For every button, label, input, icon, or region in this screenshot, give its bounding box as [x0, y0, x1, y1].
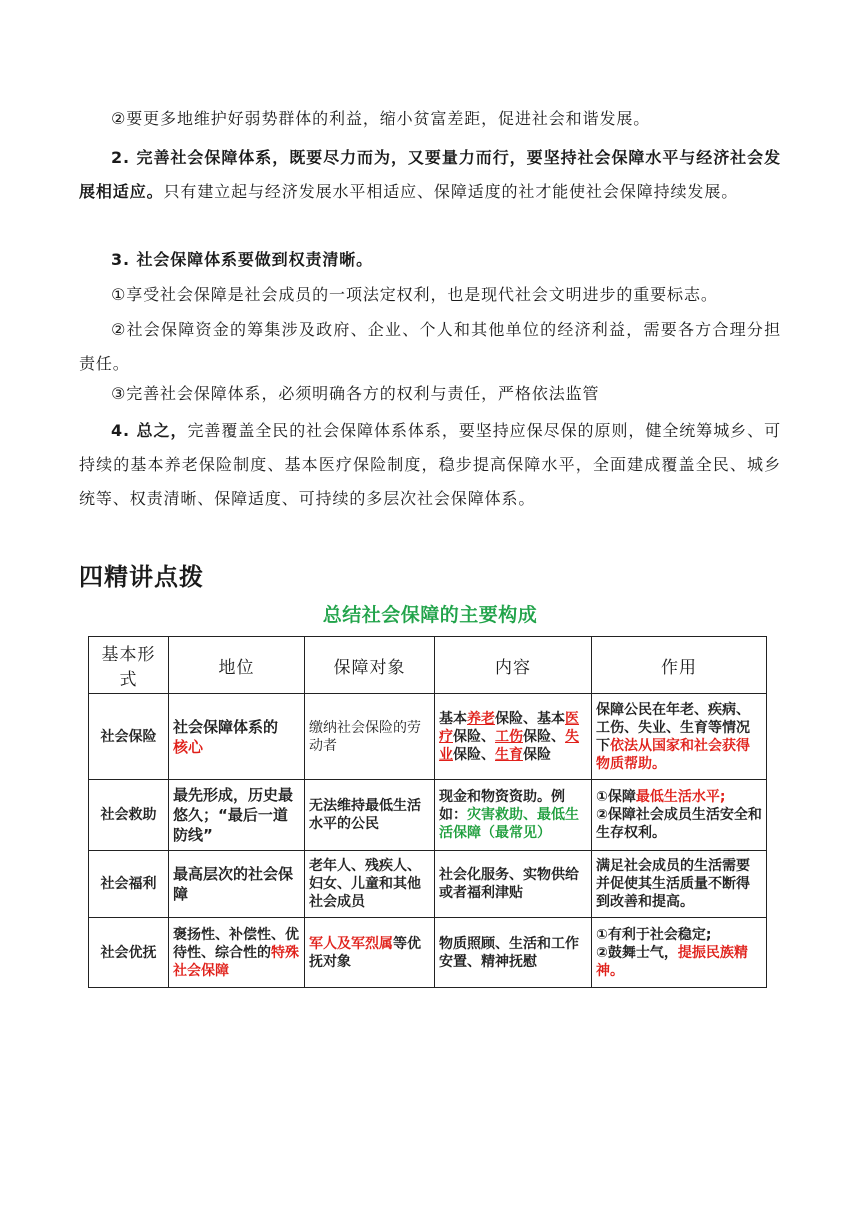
effect-cell	[592, 780, 767, 851]
content-text: 保险	[523, 746, 551, 763]
table-row	[89, 780, 767, 851]
header-effect: 作用	[592, 637, 767, 694]
effect-text: ②鼓舞士气，	[596, 944, 678, 961]
table-header-row	[89, 637, 767, 694]
content-text: 保险、基本	[495, 710, 565, 727]
table-row	[89, 918, 767, 988]
content-highlight: 工伤	[495, 728, 523, 745]
effect-cell	[592, 918, 767, 988]
status-cell	[169, 918, 305, 988]
target-cell: 老年人、残疾人、妇女、儿童和其他社会成员	[305, 851, 435, 918]
content-cell	[435, 780, 592, 851]
target-text: 等优抚对象	[309, 935, 421, 970]
form-cell: 社会福利	[89, 851, 169, 918]
content-highlight: 医疗	[439, 710, 579, 745]
effect-highlight: 提振民族精神。	[596, 944, 748, 979]
paragraph-5: ②社会保障资金的筹集涉及政府、企业、个人和其他单位的经济利益，需要各方合理分担责任。	[79, 320, 781, 373]
status-highlight: 核心	[173, 737, 204, 756]
header-content: 内容	[435, 637, 592, 694]
content-text: 保险、	[453, 746, 495, 763]
target-cell: 缴纳社会保险的劳动者	[305, 694, 435, 780]
status-cell	[169, 694, 305, 780]
content-cell	[435, 694, 592, 780]
header-status: 地位	[169, 637, 305, 694]
content-highlight: 失业	[439, 728, 579, 763]
effect-highlight: 最低生活水平;	[635, 789, 726, 805]
target-cell: 无法维持最低生活水平的公民	[305, 780, 435, 851]
effect-text: ①有利于社会稳定;	[596, 926, 712, 943]
effect-cell	[592, 694, 767, 780]
table-row	[89, 851, 767, 918]
paragraph-7-bold: 4. 总之，	[111, 421, 188, 440]
content-highlight: 养老	[467, 710, 495, 727]
status-text: 社会保障体系的	[173, 717, 279, 736]
form-cell: 社会救助	[89, 780, 169, 851]
paragraph-3: 3. 社会保障体系要做到权责清晰。	[111, 250, 374, 269]
paragraph-4: ①享受社会保障是社会成员的一项法定权利，也是现代社会文明进步的重要标志。	[111, 285, 718, 304]
paragraph-6: ③完善社会保障体系，必须明确各方的权利与责任，严格依法监管	[111, 384, 600, 403]
target-highlight: 军人及军烈属	[309, 935, 393, 952]
content-text: 保险、	[453, 728, 495, 745]
content-highlight: 生育	[495, 746, 523, 763]
effect-text: ②保障社会成员生活安全和生存权利。	[596, 807, 762, 841]
header-form: 基本形式	[89, 637, 169, 694]
effect-cell: 满足社会成员的生活需要并促使其生活质量不断得到改善和提高。	[592, 851, 767, 918]
content-text: 保险、	[523, 728, 565, 745]
section-heading: 四精讲点拨	[79, 563, 204, 591]
table-title: 总结社会保障的主要构成	[322, 604, 538, 626]
content-text: 基本	[439, 710, 467, 727]
content-text: 现金和物资资助。例如：	[439, 789, 565, 823]
social-security-table	[88, 636, 767, 988]
content-highlight: 灾害救助、最低生活保障（最常见）	[439, 807, 579, 841]
paragraph-7-rest: 完善覆盖全民的社会保障体系体系，要坚持应保尽保的原则，健全统筹城乡、可持续的基本养老保险制度、基本医疗保险制度，稳步提高保障水平，全面建成覆盖全民、城乡统等、权责清晰、保障适度、可持续的多层次社会保障体系。	[79, 421, 781, 508]
effect-text: ①保障	[596, 789, 636, 805]
status-cell: 最先形成，历史最悠久；“最后一道防线”	[169, 780, 305, 851]
paragraph-2-rest: 只有建立起与经济发展水平相适应、保障适度的社才能使社会保障持续发展。	[163, 182, 739, 201]
status-text: 褒扬性、补偿性、优待性、综合性的	[173, 926, 299, 961]
paragraph-7	[79, 414, 781, 516]
effect-highlight: 依法从国家和社会获得物质帮助。	[596, 737, 750, 772]
paragraph-2-bold: 2. 完善社会保障体系，既要尽力而为，又要量力而行，要坚持社会保障水平与经济社会发展相适应。	[79, 148, 781, 201]
content-cell: 社会化服务、实物供给或者福利津贴	[435, 851, 592, 918]
target-cell	[305, 918, 435, 988]
status-highlight: 特殊社会保障	[173, 944, 299, 979]
form-cell: 社会优抚	[89, 918, 169, 988]
content-cell: 物质照顾、生活和工作安置、精神抚慰	[435, 918, 592, 988]
table-row	[89, 694, 767, 780]
paragraph-1: ②要更多地维护好弱势群体的利益，缩小贫富差距，促进社会和谐发展。	[111, 109, 651, 128]
form-cell: 社会保险	[89, 694, 169, 780]
effect-text: 保障公民在年老、疾病、工伤、失业、生育等情况下	[596, 701, 750, 754]
paragraph-2	[79, 141, 781, 209]
status-cell: 最高层次的社会保障	[169, 851, 305, 918]
header-target: 保障对象	[305, 637, 435, 694]
